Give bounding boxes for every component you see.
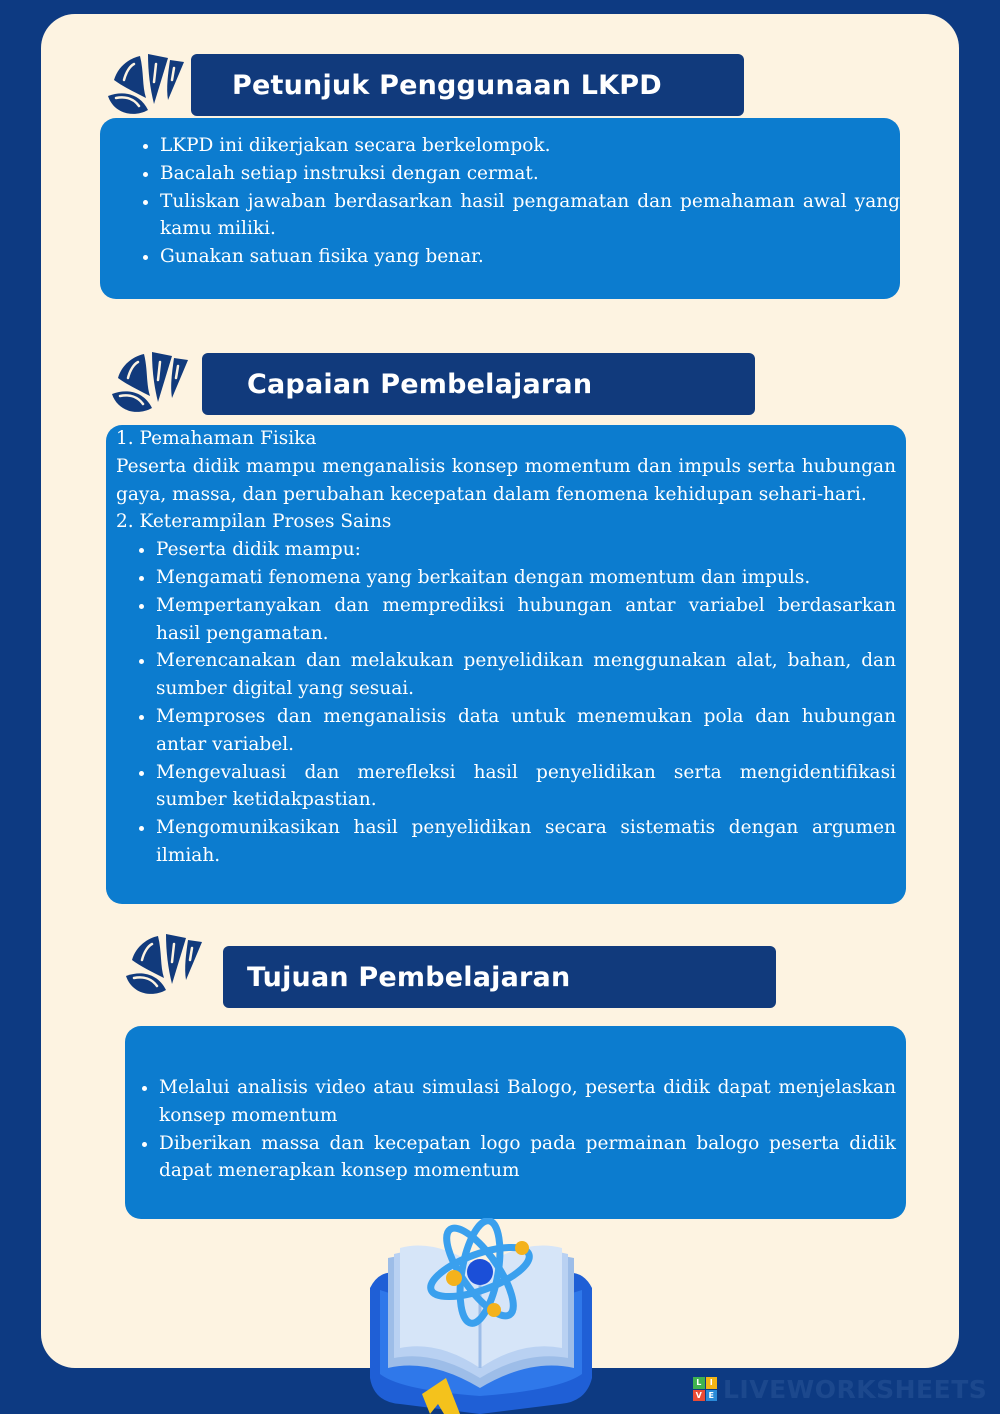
subheading: 2. Keterampilan Proses Sains bbox=[116, 511, 392, 533]
list-item: • Diberikan massa dan kecepatan logo pada permainan balogo peserta didik dapat menerapkan konsep momentum bbox=[159, 1130, 896, 1186]
watermark-text: LIVEWORKSHEETS bbox=[723, 1374, 988, 1404]
list-item: • Mengevaluasi dan merefleksi hasil penyelidikan serta mengidentifikasi sumber ketidakpastian. bbox=[156, 759, 896, 815]
burst-icon bbox=[108, 350, 190, 416]
list-item: • Merencanakan dan melakukan penyelidikan menggunakan alat, bahan, dan sumber digital yang sesuai. bbox=[156, 647, 896, 703]
paragraph: Peserta didik mampu menganalisis konsep momentum dan impuls serta hubungan gaya, massa, dan perubahan kecepatan dalam fenomena kehidupan sehari-hari. bbox=[116, 455, 896, 505]
list-item: • Mengamati fenomena yang berkaitan dengan momentum dan impuls. bbox=[156, 564, 896, 592]
section-title bbox=[223, 946, 776, 1008]
list-item: • Memproses dan menganalisis data untuk menemukan pola dan hubungan antar variabel. bbox=[156, 703, 896, 759]
list-item: • Gunakan satuan fisika yang benar. bbox=[160, 243, 900, 271]
logo-letter: E bbox=[706, 1390, 718, 1402]
learning-objectives-box bbox=[125, 1026, 906, 1219]
learning-outcomes-box bbox=[106, 425, 906, 904]
logo-letter: V bbox=[693, 1390, 705, 1402]
skills-list bbox=[116, 536, 896, 870]
logo-letter: I bbox=[706, 1377, 718, 1389]
section-title bbox=[202, 353, 755, 415]
burst-icon bbox=[104, 52, 186, 118]
instructions-box bbox=[100, 118, 900, 299]
section-title-text: Tujuan Pembelajaran bbox=[247, 961, 571, 993]
instructions-list bbox=[110, 132, 900, 271]
liveworksheets-logo-icon bbox=[693, 1377, 717, 1401]
atom-book-icon bbox=[360, 1218, 600, 1414]
list-item: • LKPD ini dikerjakan secara berkelompok. bbox=[160, 132, 900, 160]
list-item: • Bacalah setiap instruksi dengan cermat. bbox=[160, 160, 900, 188]
list-item: • Tuliskan jawaban berdasarkan hasil pengamatan dan pemahaman awal yang kamu miliki. bbox=[160, 188, 900, 244]
watermark bbox=[693, 1376, 987, 1402]
logo-letter: L bbox=[693, 1377, 705, 1389]
list-item: • Melalui analisis video atau simulasi Balogo, peserta didik dapat menjelaskan konsep momentum bbox=[159, 1074, 896, 1130]
list-item: • Peserta didik mampu: bbox=[156, 536, 896, 564]
burst-icon bbox=[122, 932, 204, 998]
list-item: • Mempertanyakan dan memprediksi hubungan antar variabel berdasarkan hasil pengamatan. bbox=[156, 592, 896, 648]
section-title-text: Petunjuk Penggunaan LKPD bbox=[232, 69, 662, 101]
section-title-text: Capaian Pembelajaran bbox=[247, 368, 593, 400]
subheading: 1. Pemahaman Fisika bbox=[116, 428, 317, 449]
objectives-list bbox=[125, 1074, 896, 1185]
section-title bbox=[191, 54, 744, 116]
list-item: • Mengomunikasikan hasil penyelidikan secara sistematis dengan argumen ilmiah. bbox=[156, 814, 896, 870]
